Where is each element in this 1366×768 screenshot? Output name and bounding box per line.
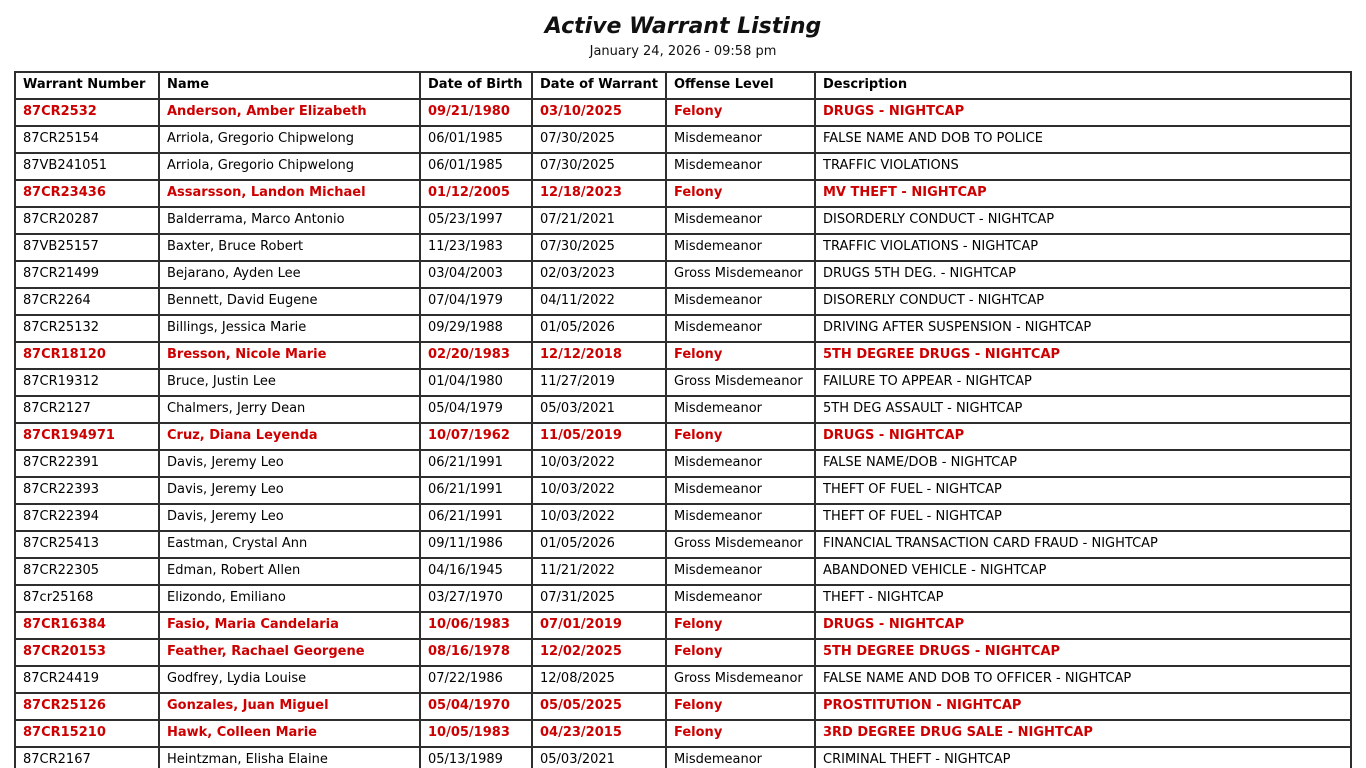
name-cell: Heintzman, Elisha Elaine [159,747,420,768]
date-of-warrant-cell: 05/03/2021 [532,747,666,768]
description-cell: MV THEFT - NIGHTCAP [815,180,1351,207]
name-cell: Balderrama, Marco Antonio [159,207,420,234]
offense-level-cell: Felony [666,720,815,747]
offense-level-cell: Felony [666,180,815,207]
description-cell: 3RD DEGREE DRUG SALE - NIGHTCAP [815,720,1351,747]
date-of-birth-cell: 02/20/1983 [420,342,532,369]
date-of-birth-cell: 11/23/1983 [420,234,532,261]
name-cell: Bresson, Nicole Marie [159,342,420,369]
date-of-warrant-cell: 10/03/2022 [532,450,666,477]
table-row [15,99,1351,126]
warrant-number-cell: 87CR15210 [15,720,159,747]
offense-level-cell: Misdemeanor [666,504,815,531]
name-cell: Arriola, Gregorio Chipwelong [159,153,420,180]
date-of-birth-cell: 09/21/1980 [420,99,532,126]
table-row [15,720,1351,747]
name-cell: Chalmers, Jerry Dean [159,396,420,423]
date-of-warrant-cell: 07/31/2025 [532,585,666,612]
offense-level-cell: Misdemeanor [666,234,815,261]
table-row [15,477,1351,504]
offense-level-cell: Misdemeanor [666,396,815,423]
warrant-number-cell: 87CR25413 [15,531,159,558]
description-cell: ABANDONED VEHICLE - NIGHTCAP [815,558,1351,585]
date-of-warrant-cell: 11/21/2022 [532,558,666,585]
date-of-birth-cell: 06/21/1991 [420,450,532,477]
date-of-warrant-cell: 05/03/2021 [532,396,666,423]
date-of-warrant-cell: 05/05/2025 [532,693,666,720]
date-of-birth-cell: 05/13/1989 [420,747,532,768]
name-cell: Cruz, Diana Leyenda [159,423,420,450]
warrant-number-cell: 87CR20153 [15,639,159,666]
description-cell: DRUGS - NIGHTCAP [815,612,1351,639]
date-of-warrant-cell: 12/18/2023 [532,180,666,207]
description-cell: DRUGS - NIGHTCAP [815,423,1351,450]
table-row [15,396,1351,423]
warrant-number-cell: 87CR194971 [15,423,159,450]
warrant-number-cell: 87CR2127 [15,396,159,423]
description-cell: THEFT OF FUEL - NIGHTCAP [815,477,1351,504]
column-header-offense-level: Offense Level [666,72,815,99]
page-title: Active Warrant Listing [544,14,822,39]
name-cell: Baxter, Bruce Robert [159,234,420,261]
date-of-birth-cell: 04/16/1945 [420,558,532,585]
table-row [15,639,1351,666]
name-cell: Gonzales, Juan Miguel [159,693,420,720]
table-row [15,234,1351,261]
description-cell: THEFT OF FUEL - NIGHTCAP [815,504,1351,531]
table-row [15,504,1351,531]
description-cell: PROSTITUTION - NIGHTCAP [815,693,1351,720]
date-of-birth-cell: 06/01/1985 [420,126,532,153]
warrant-table-body [15,99,1351,768]
name-cell: Davis, Jeremy Leo [159,450,420,477]
offense-level-cell: Felony [666,99,815,126]
offense-level-cell: Felony [666,423,815,450]
date-of-birth-cell: 01/04/1980 [420,369,532,396]
column-header-name: Name [159,72,420,99]
warrant-number-cell: 87CR2532 [15,99,159,126]
name-cell: Billings, Jessica Marie [159,315,420,342]
table-row [15,693,1351,720]
date-of-birth-cell: 06/01/1985 [420,153,532,180]
warrant-number-cell: 87CR18120 [15,342,159,369]
table-row [15,315,1351,342]
date-of-warrant-cell: 10/03/2022 [532,477,666,504]
offense-level-cell: Gross Misdemeanor [666,666,815,693]
table-row [15,288,1351,315]
date-of-warrant-cell: 12/08/2025 [532,666,666,693]
description-cell: DRUGS - NIGHTCAP [815,99,1351,126]
warrant-number-cell: 87CR16384 [15,612,159,639]
table-row [15,612,1351,639]
warrant-number-cell: 87CR20287 [15,207,159,234]
description-cell: 5TH DEGREE DRUGS - NIGHTCAP [815,342,1351,369]
table-row [15,342,1351,369]
warrant-number-cell: 87CR22305 [15,558,159,585]
date-of-warrant-cell: 12/12/2018 [532,342,666,369]
name-cell: Hawk, Colleen Marie [159,720,420,747]
date-of-birth-cell: 06/21/1991 [420,477,532,504]
description-cell: TRAFFIC VIOLATIONS [815,153,1351,180]
date-of-birth-cell: 09/29/1988 [420,315,532,342]
name-cell: Bruce, Justin Lee [159,369,420,396]
name-cell: Eastman, Crystal Ann [159,531,420,558]
date-of-birth-cell: 05/04/1970 [420,693,532,720]
offense-level-cell: Felony [666,342,815,369]
date-of-warrant-cell: 07/30/2025 [532,126,666,153]
name-cell: Fasio, Maria Candelaria [159,612,420,639]
table-row [15,261,1351,288]
report-header [0,14,1366,59]
name-cell: Bennett, David Eugene [159,288,420,315]
description-cell: FINANCIAL TRANSACTION CARD FRAUD - NIGHTCAP [815,531,1351,558]
warrant-number-cell: 87CR21499 [15,261,159,288]
name-cell: Anderson, Amber Elizabeth [159,99,420,126]
date-of-warrant-cell: 01/05/2026 [532,531,666,558]
description-cell: FAILURE TO APPEAR - NIGHTCAP [815,369,1351,396]
date-of-birth-cell: 10/07/1962 [420,423,532,450]
description-cell: 5TH DEGREE DRUGS - NIGHTCAP [815,639,1351,666]
date-of-warrant-cell: 10/03/2022 [532,504,666,531]
name-cell: Arriola, Gregorio Chipwelong [159,126,420,153]
date-of-birth-cell: 10/05/1983 [420,720,532,747]
name-cell: Assarsson, Landon Michael [159,180,420,207]
date-of-birth-cell: 05/23/1997 [420,207,532,234]
warrant-number-cell: 87CR22391 [15,450,159,477]
name-cell: Edman, Robert Allen [159,558,420,585]
offense-level-cell: Misdemeanor [666,747,815,768]
table-row [15,369,1351,396]
offense-level-cell: Misdemeanor [666,126,815,153]
date-of-birth-cell: 03/04/2003 [420,261,532,288]
warrant-number-cell: 87CR2167 [15,747,159,768]
table-row [15,585,1351,612]
date-of-warrant-cell: 02/03/2023 [532,261,666,288]
description-cell: FALSE NAME/DOB - NIGHTCAP [815,450,1351,477]
table-row [15,153,1351,180]
offense-level-cell: Felony [666,612,815,639]
warrant-table [14,71,1352,768]
table-row [15,180,1351,207]
date-of-birth-cell: 09/11/1986 [420,531,532,558]
warrant-number-cell: 87CR22394 [15,504,159,531]
name-cell: Davis, Jeremy Leo [159,504,420,531]
date-of-birth-cell: 03/27/1970 [420,585,532,612]
name-cell: Elizondo, Emiliano [159,585,420,612]
name-cell: Godfrey, Lydia Louise [159,666,420,693]
date-of-birth-cell: 07/04/1979 [420,288,532,315]
date-of-warrant-cell: 07/30/2025 [532,234,666,261]
date-of-birth-cell: 07/22/1986 [420,666,532,693]
offense-level-cell: Misdemeanor [666,585,815,612]
description-cell: THEFT - NIGHTCAP [815,585,1351,612]
warrant-number-cell: 87CR25132 [15,315,159,342]
date-of-warrant-cell: 07/01/2019 [532,612,666,639]
warrant-number-cell: 87cr25168 [15,585,159,612]
date-of-birth-cell: 08/16/1978 [420,639,532,666]
offense-level-cell: Gross Misdemeanor [666,369,815,396]
description-cell: TRAFFIC VIOLATIONS - NIGHTCAP [815,234,1351,261]
name-cell: Bejarano, Ayden Lee [159,261,420,288]
warrant-number-cell: 87VB241051 [15,153,159,180]
offense-level-cell: Misdemeanor [666,477,815,504]
table-row [15,747,1351,768]
description-cell: DISORDERLY CONDUCT - NIGHTCAP [815,207,1351,234]
warrant-number-cell: 87CR25126 [15,693,159,720]
column-header-description: Description [815,72,1351,99]
column-header-date-of-warrant: Date of Warrant [532,72,666,99]
warrant-number-cell: 87CR24419 [15,666,159,693]
date-of-warrant-cell: 03/10/2025 [532,99,666,126]
date-of-birth-cell: 05/04/1979 [420,396,532,423]
date-of-warrant-cell: 07/21/2021 [532,207,666,234]
table-row [15,126,1351,153]
offense-level-cell: Misdemeanor [666,315,815,342]
date-of-warrant-cell: 04/11/2022 [532,288,666,315]
date-of-birth-cell: 06/21/1991 [420,504,532,531]
date-of-birth-cell: 10/06/1983 [420,612,532,639]
warrant-number-cell: 87VB25157 [15,234,159,261]
warrant-number-cell: 87CR19312 [15,369,159,396]
description-cell: CRIMINAL THEFT - NIGHTCAP [815,747,1351,768]
table-header-row [15,72,1351,99]
description-cell: 5TH DEG ASSAULT - NIGHTCAP [815,396,1351,423]
warrant-number-cell: 87CR2264 [15,288,159,315]
offense-level-cell: Felony [666,639,815,666]
warrant-number-cell: 87CR22393 [15,477,159,504]
report-datetime: January 24, 2026 - 09:58 pm [589,44,777,59]
column-header-date-of-birth: Date of Birth [420,72,532,99]
table-row [15,666,1351,693]
offense-level-cell: Felony [666,693,815,720]
offense-level-cell: Misdemeanor [666,288,815,315]
offense-level-cell: Gross Misdemeanor [666,531,815,558]
description-cell: FALSE NAME AND DOB TO OFFICER - NIGHTCAP [815,666,1351,693]
name-cell: Davis, Jeremy Leo [159,477,420,504]
table-row [15,558,1351,585]
column-header-warrant-number: Warrant Number [15,72,159,99]
table-row [15,531,1351,558]
offense-level-cell: Misdemeanor [666,558,815,585]
offense-level-cell: Misdemeanor [666,207,815,234]
date-of-warrant-cell: 07/30/2025 [532,153,666,180]
table-row [15,207,1351,234]
date-of-warrant-cell: 11/05/2019 [532,423,666,450]
table-row [15,423,1351,450]
name-cell: Feather, Rachael Georgene [159,639,420,666]
date-of-birth-cell: 01/12/2005 [420,180,532,207]
date-of-warrant-cell: 04/23/2015 [532,720,666,747]
description-cell: FALSE NAME AND DOB TO POLICE [815,126,1351,153]
description-cell: DRIVING AFTER SUSPENSION - NIGHTCAP [815,315,1351,342]
offense-level-cell: Gross Misdemeanor [666,261,815,288]
table-row [15,450,1351,477]
description-cell: DISORERLY CONDUCT - NIGHTCAP [815,288,1351,315]
offense-level-cell: Misdemeanor [666,153,815,180]
date-of-warrant-cell: 11/27/2019 [532,369,666,396]
warrant-number-cell: 87CR25154 [15,126,159,153]
date-of-warrant-cell: 01/05/2026 [532,315,666,342]
date-of-warrant-cell: 12/02/2025 [532,639,666,666]
offense-level-cell: Misdemeanor [666,450,815,477]
description-cell: DRUGS 5TH DEG. - NIGHTCAP [815,261,1351,288]
warrant-number-cell: 87CR23436 [15,180,159,207]
